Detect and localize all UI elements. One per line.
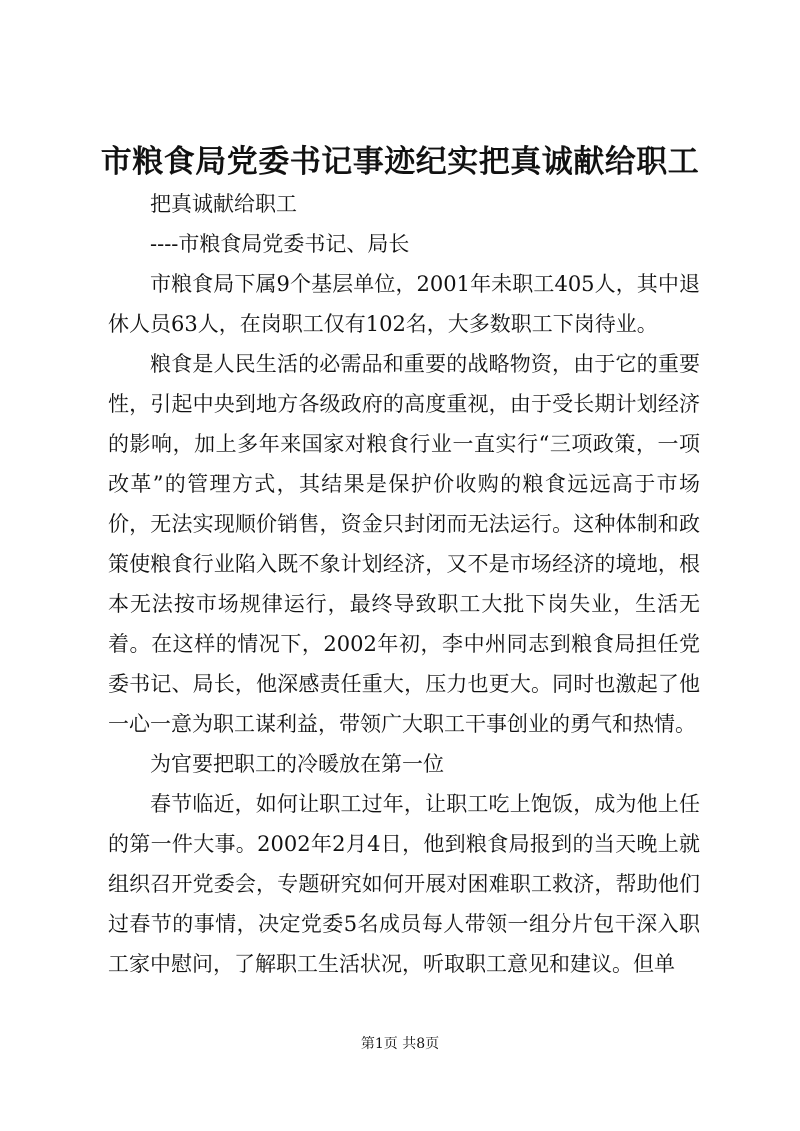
body-paragraph: 市粮食局下属9个基层单位，2001年未职工405人，其中退休人员63人，在岗职工仅有102名，大多数职工下岗待业。 [108,272,700,336]
page-footer: 第1页 共8页 [360,1036,440,1052]
body-paragraph: 春节临近，如何让职工过年，让职工吃上饱饭，成为他上任的第一件大事。2002年2月4日，他到粮食局报到的当天晚上就组织召开党委会，专题研究如何开展对困难职工救济，帮助他们过春节的事情，决定党委5名成员每人带领一组分片包干深入职工家中慰问，了解职工生活状况，听取职工意见和建议。但单 [108,792,700,976]
document-title: 市粮食局党委书记事迹纪实把真诚献给职工 [100,144,700,180]
section-heading-paragraph: 为官要把职工的冷暖放在第一位 [150,752,444,776]
body-paragraph: 粮食是人民生活的必需品和重要的战略物资，由于它的重要性，引起中央到地方各级政府的高度重视，由于受长期计划经济的影响，加上多年来国家对粮食行业一直实行“三项政策，一项改革”的管理方式，其结果是保护价收购的粮食远远高于市场价，无法实现顺价销售，资金只封闭而无法运行。这种体制和政策使粮食行业陷入既不象计划经济，又不是市场经济的境地，根本无法按市场规律运行，最终导致职工大批下岗失业，生活无着。在这样的情况下，2002年初，李中州同志到粮食局担任党委书记、局长，他深感责任重大，压力也更大。同时也激起了他一心一意为职工谋利益，带领广大职工干事创业的勇气和热情。 [108,352,700,736]
document-body [108,184,700,984]
author-line-paragraph: ----市粮食局党委书记、局长 [150,232,410,256]
subtitle-paragraph: 把真诚献给职工 [150,192,297,216]
